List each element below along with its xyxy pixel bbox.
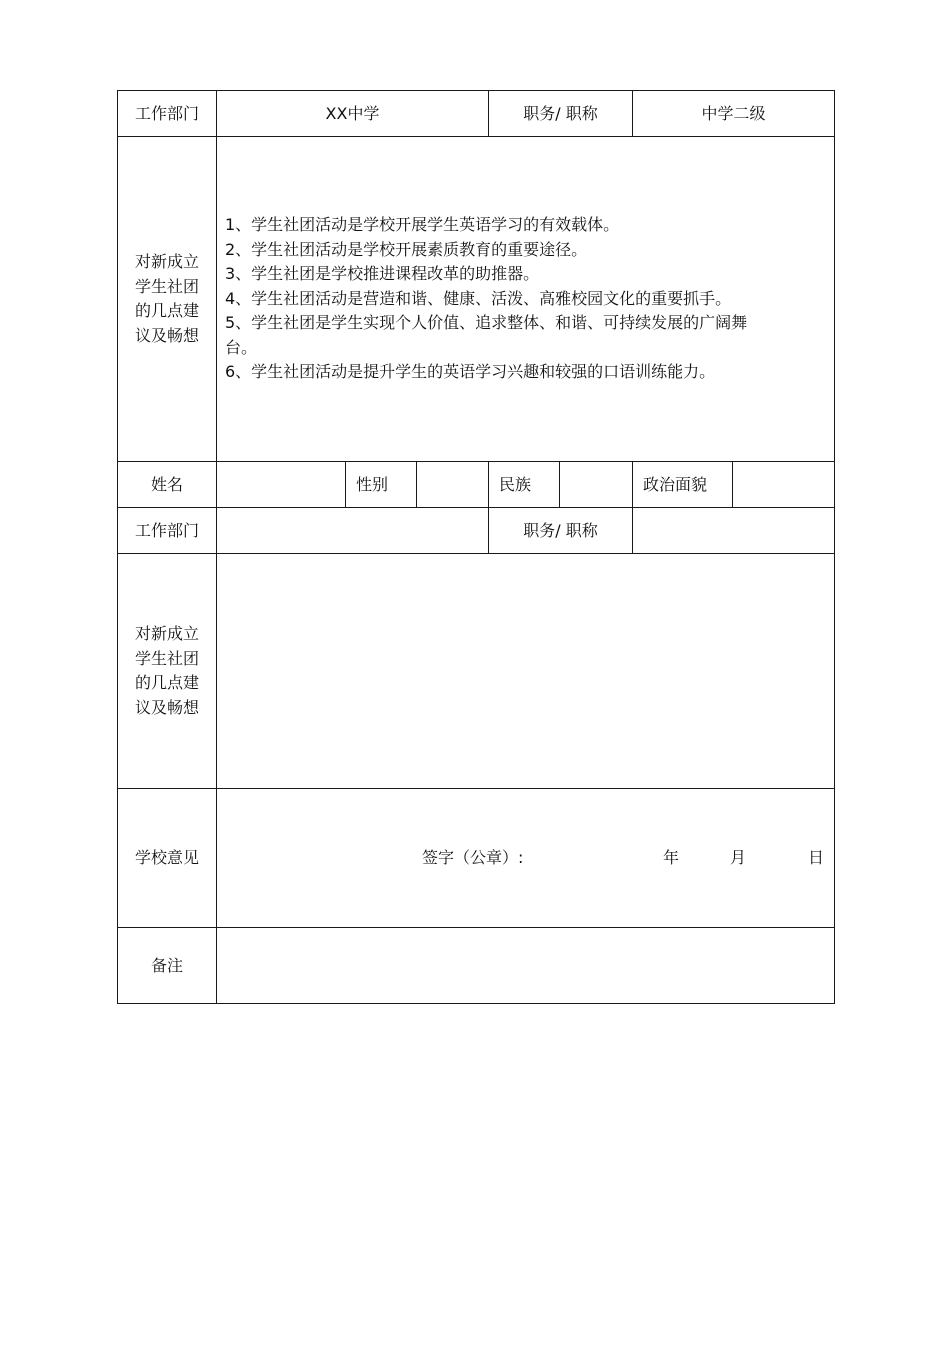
entry2-suggest-label-line: 对新成立 [134,624,199,643]
suggestion-item: 3、学生社团是学校推进课程改革的助推器。 [225,264,540,284]
entry2-info-row [118,462,835,508]
school-opinion-area [217,789,834,927]
entry2-title-label: 职务/ 职称 [489,508,633,554]
entry1-suggest-label-line: 的几点建 [134,301,199,320]
suggestion-list [225,213,770,385]
remarks-row [118,928,835,1004]
suggestion-item: 6、学生社团活动是提升学生的英语学习兴趣和较强的口语训练能力。 [225,362,716,382]
school-opinion-label: 学校意见 [118,789,217,928]
entry2-political-value[interactable] [733,462,835,508]
entry2-title-value[interactable] [633,508,835,554]
entry2-gender-label: 性别 [346,462,417,508]
entry2-suggest-label-line: 学生社团 [134,648,199,668]
suggestion-item: 4、学生社团活动是营造和谐、健康、活泼、高雅校园文化的重要抓手。 [225,288,732,308]
entry2-suggest-label [118,554,217,789]
entry2-ethnicity-label: 民族 [489,462,560,508]
entry1-dept-label: 工作部门 [118,91,217,137]
entry2-suggest-label-line: 议及畅想 [134,697,199,717]
entry2-dept-row [118,508,835,554]
signature-label: 签字（公章）: [422,848,524,867]
school-opinion-content[interactable] [217,789,835,928]
entry2-dept-label: 工作部门 [118,508,217,554]
entry1-suggest-label-line: 对新成立 [134,252,199,271]
entry2-name-value[interactable] [217,462,346,508]
school-opinion-row [118,789,835,928]
suggestion-item: 2、学生社团活动是学校开展素质教育的重要途径。 [225,239,588,259]
entry2-ethnicity-value[interactable] [560,462,633,508]
remarks-label: 备注 [118,928,217,1004]
entry1-suggest-label [118,137,217,462]
application-form-table [117,90,835,1004]
entry1-dept-row [118,91,835,137]
suggestion-item: 5、学生社团是学生实现个人价值、追求整体、和谐、可持续发展的广阔舞台。 [225,313,748,357]
remarks-content[interactable] [217,928,835,1004]
date-month-label: 月 [730,848,747,867]
entry1-suggest-content [217,137,835,462]
entry2-suggest-content[interactable] [217,554,835,789]
entry2-gender-value[interactable] [417,462,489,508]
entry2-political-label: 政治面貌 [633,462,733,508]
entry2-suggest-row [118,554,835,789]
entry1-title-value: 中学二级 [633,91,835,137]
entry2-name-label: 姓名 [118,462,217,508]
date-day-label: 日 [808,848,825,867]
entry2-suggest-label-line: 的几点建 [134,673,199,692]
entry2-dept-value[interactable] [217,508,489,554]
suggestion-item: 1、学生社团活动是学校开展学生英语学习的有效载体。 [225,215,620,235]
date-year-label: 年 [663,848,680,867]
entry1-dept-value: XX中学 [217,91,489,137]
entry1-suggest-label-line: 议及畅想 [134,325,199,345]
entry1-title-label: 职务/ 职称 [489,91,633,137]
entry1-suggest-row [118,137,835,462]
entry1-suggest-label-line: 学生社团 [134,276,199,296]
